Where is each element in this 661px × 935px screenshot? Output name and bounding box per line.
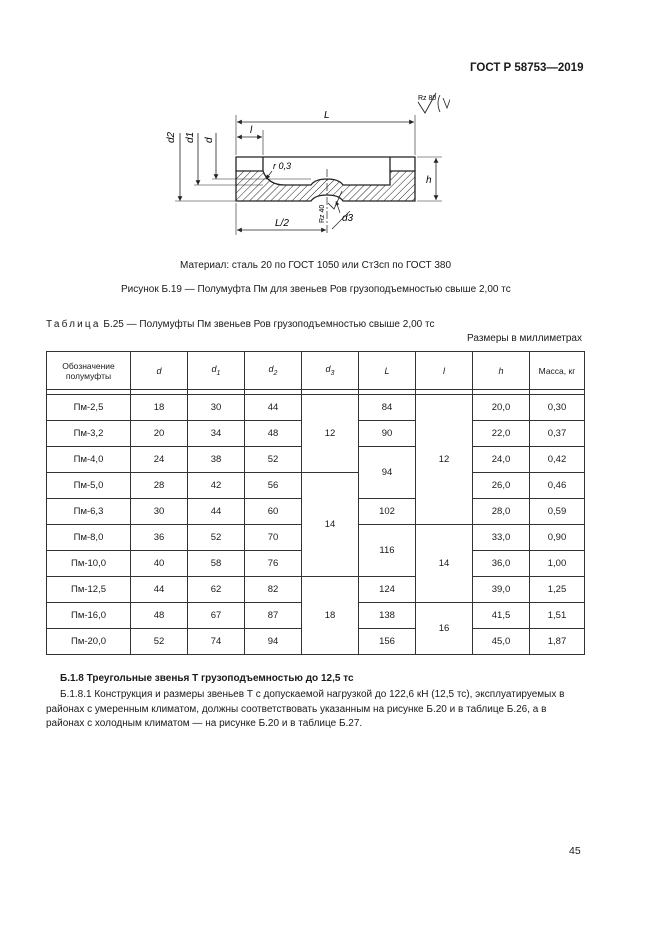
table-row: Пм-5,0 28 42 56 14 26,0 0,46 [47,473,585,499]
header-d: d [131,352,188,390]
header-h: h [473,352,530,390]
page-number: 45 [569,845,581,857]
merged-d3-12: 12 [302,395,359,473]
label-d1: d1 [185,131,196,143]
table-caption-text: Б.25 — Полумуфты Пм звеньев Ров грузоподъемностью свыше 2,00 тс [103,319,435,330]
table-caption [46,319,434,330]
merged-l-14: 14 [416,525,473,603]
merged-d3-14: 14 [302,473,359,577]
header-mass: Масса, кг [530,352,585,390]
table-label: Таблица [46,319,101,330]
label-rz80: Rz 80 [418,95,437,102]
merged-l-12: 12 [416,395,473,525]
merged-l-16: 16 [416,603,473,655]
table-row: Пм-10,0 40 58 76 36,0 1,00 [47,551,585,577]
label-radius: r 0,3 [273,161,292,171]
table-row: Пм-6,3 30 44 60 102 28,0 0,59 [47,499,585,525]
label-d3: d3 [342,213,354,224]
header-d3: $d_3$ [302,352,359,390]
header-d2: $d_2$ [245,352,302,390]
label-l: l [250,125,253,136]
table-row: Пм-2,5 18 30 44 12 84 12 20,0 0,30 [47,395,585,421]
header-designation: Обозначение полумуфты [47,352,131,390]
document-code: ГОСТ Р 58753—2019 [470,62,584,74]
figure-material: Материал: сталь 20 по ГОСТ 1050 или Ст3сп по ГОСТ 380 [180,260,452,271]
table-row: Пм-8,0 36 52 70 116 14 33,0 0,90 [47,525,585,551]
header-d1: $d_1$ [188,352,245,390]
merged-d3-18: 18 [302,577,359,655]
section-paragraph: Б.1.8.1 Конструкция и размеры звеньев Т с допускаемой нагрузкой до 122,6 кН (12,5 тс), эксплуатируемых в районах с умеренным климатом, должны соответствовать указанным на рисунке Б.20 и в таблице Б.26, а в районах с холодным климатом — на рисунке Б.20 и в таблице Б.27. [46,689,565,729]
merged-L-94: 94 [359,447,416,499]
section-outline [236,157,415,171]
table-row: Пм-16,0 48 67 87 138 16 41,5 1,51 [47,603,585,629]
table-row: Пм-3,2 20 34 48 90 22,0 0,37 [47,421,585,447]
label-L: L [324,110,330,121]
merged-L-116: 116 [359,525,416,577]
label-d: d [204,137,215,143]
table-row: Пм-12,5 44 62 82 18 124 39,0 1,25 [47,577,585,603]
label-h: h [426,175,432,186]
table-row: Пм-20,0 52 74 94 156 45,0 1,87 [47,629,585,655]
table-row: Пм-4,0 24 38 52 94 24,0 0,42 [47,447,585,473]
section-hatch [236,171,415,201]
label-rz40: Rz 40 [319,204,326,223]
section-heading: Б.1.8 Треугольные звенья Т грузоподъемностью до 12,5 тс [60,673,354,684]
specification-table [46,351,585,655]
header-L: L [359,352,416,390]
label-d2: d2 [166,131,177,143]
figure-caption: Рисунок Б.19 — Полумуфта Пм для звеньев Ров грузоподъемностью свыше 2,00 тс [121,284,511,295]
coupling-drawing [160,85,450,250]
header-l: l [416,352,473,390]
table-units: Размеры в миллиметрах [467,333,582,344]
label-half-L: L/2 [275,218,289,229]
